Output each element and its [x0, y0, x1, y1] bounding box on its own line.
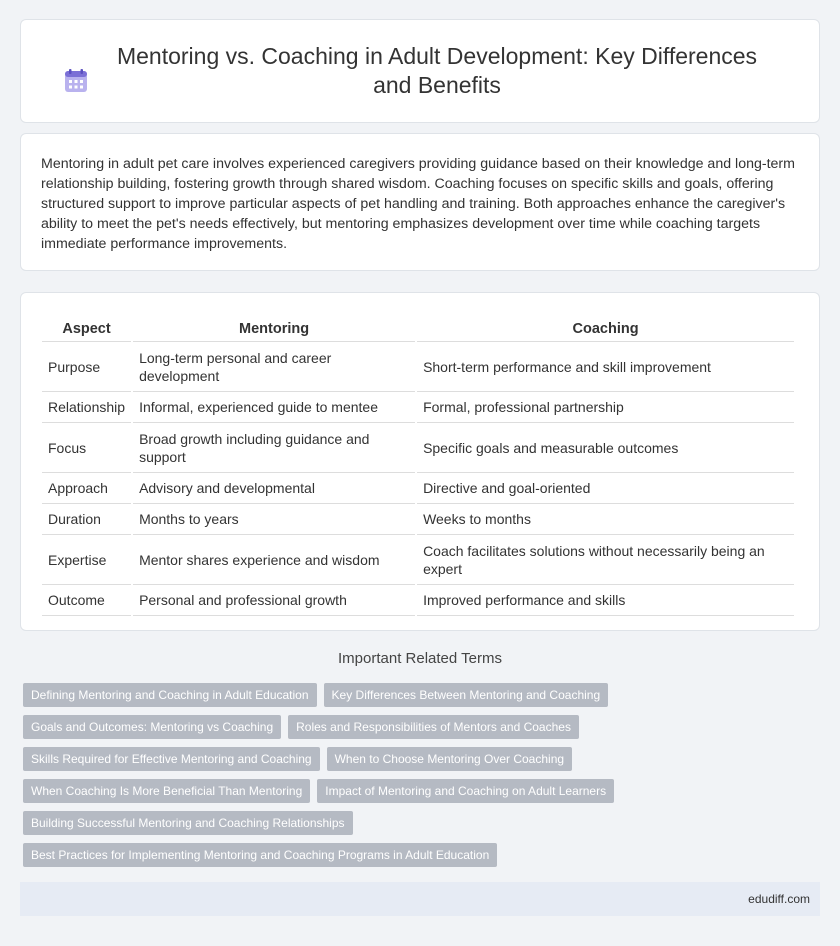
- table-row: [42, 342, 794, 392]
- cell-mentoring: Personal and professional growth: [133, 585, 415, 616]
- cell-aspect: Purpose: [42, 342, 131, 392]
- cell-mentoring: Long-term personal and career development: [133, 342, 415, 392]
- related-terms-list: [23, 683, 823, 875]
- table-row: [42, 473, 794, 504]
- intro-card: [20, 133, 820, 271]
- cell-aspect: Focus: [42, 423, 131, 473]
- cell-aspect: Relationship: [42, 392, 131, 423]
- table-row: [42, 392, 794, 423]
- cell-coaching: Improved performance and skills: [417, 585, 794, 616]
- table-row: [42, 423, 794, 473]
- related-term-tag[interactable]: When Coaching Is More Beneficial Than Mentoring: [23, 779, 310, 803]
- intro-paragraph: Mentoring in adult pet care involves experienced caregivers providing guidance based on their knowledge and long-term relationship building, fostering growth through shared wisdom. Coaching focuses on specific skills and goals, offering structured support to improve particular aspects of pet handling and training. Both approaches enhance the caregiver's ability to meet the pet's needs effectively, but mentoring emphasizes development over time while coaching targets immediate performance improvements.: [41, 156, 795, 252]
- cell-mentoring: Broad growth including guidance and support: [133, 423, 415, 473]
- cell-aspect: Outcome: [42, 585, 131, 616]
- related-term-tag[interactable]: Best Practices for Implementing Mentoring and Coaching Programs in Adult Education: [23, 843, 497, 867]
- related-terms-heading: Important Related Terms: [338, 650, 502, 667]
- related-term-tag[interactable]: Skills Required for Effective Mentoring and Coaching: [23, 747, 320, 771]
- calendar-grid-icon: [63, 68, 89, 94]
- footer: [20, 882, 820, 916]
- cell-aspect: Approach: [42, 473, 131, 504]
- cell-mentoring: Mentor shares experience and wisdom: [133, 535, 415, 585]
- cell-coaching: Coach facilitates solutions without necessarily being an expert: [417, 535, 794, 585]
- related-term-tag[interactable]: Key Differences Between Mentoring and Coaching: [324, 683, 609, 707]
- cell-aspect: Duration: [42, 504, 131, 535]
- related-term-tag[interactable]: Goals and Outcomes: Mentoring vs Coaching: [23, 715, 281, 739]
- related-term-tag[interactable]: Roles and Responsibilities of Mentors and Coaches: [288, 715, 579, 739]
- table-row: [42, 504, 794, 535]
- cell-mentoring: Informal, experienced guide to mentee: [133, 392, 415, 423]
- cell-aspect: Expertise: [42, 535, 131, 585]
- comparison-table: [40, 313, 796, 616]
- cell-coaching: Short-term performance and skill improvement: [417, 342, 794, 392]
- title-card: [20, 19, 820, 123]
- page-title: Mentoring vs. Coaching in Adult Development: Key Differences and Benefits: [116, 43, 758, 98]
- related-term-tag[interactable]: Defining Mentoring and Coaching in Adult Education: [23, 683, 317, 707]
- table-row: [42, 585, 794, 616]
- cell-mentoring: Months to years: [133, 504, 415, 535]
- cell-coaching: Formal, professional partnership: [417, 392, 794, 423]
- related-term-tag[interactable]: When to Choose Mentoring Over Coaching: [327, 747, 572, 771]
- cell-coaching: Directive and goal-oriented: [417, 473, 794, 504]
- footer-site-link[interactable]: edudiff.com: [748, 892, 810, 906]
- related-term-tag[interactable]: Building Successful Mentoring and Coaching Relationships: [23, 811, 353, 835]
- header-mentoring: Mentoring: [133, 313, 415, 342]
- cell-mentoring: Advisory and developmental: [133, 473, 415, 504]
- header-aspect: Aspect: [42, 313, 131, 342]
- comparison-card: [20, 292, 820, 631]
- cell-coaching: Weeks to months: [417, 504, 794, 535]
- related-term-tag[interactable]: Impact of Mentoring and Coaching on Adult Learners: [317, 779, 614, 803]
- table-row: [42, 535, 794, 585]
- cell-coaching: Specific goals and measurable outcomes: [417, 423, 794, 473]
- header-coaching: Coaching: [417, 313, 794, 342]
